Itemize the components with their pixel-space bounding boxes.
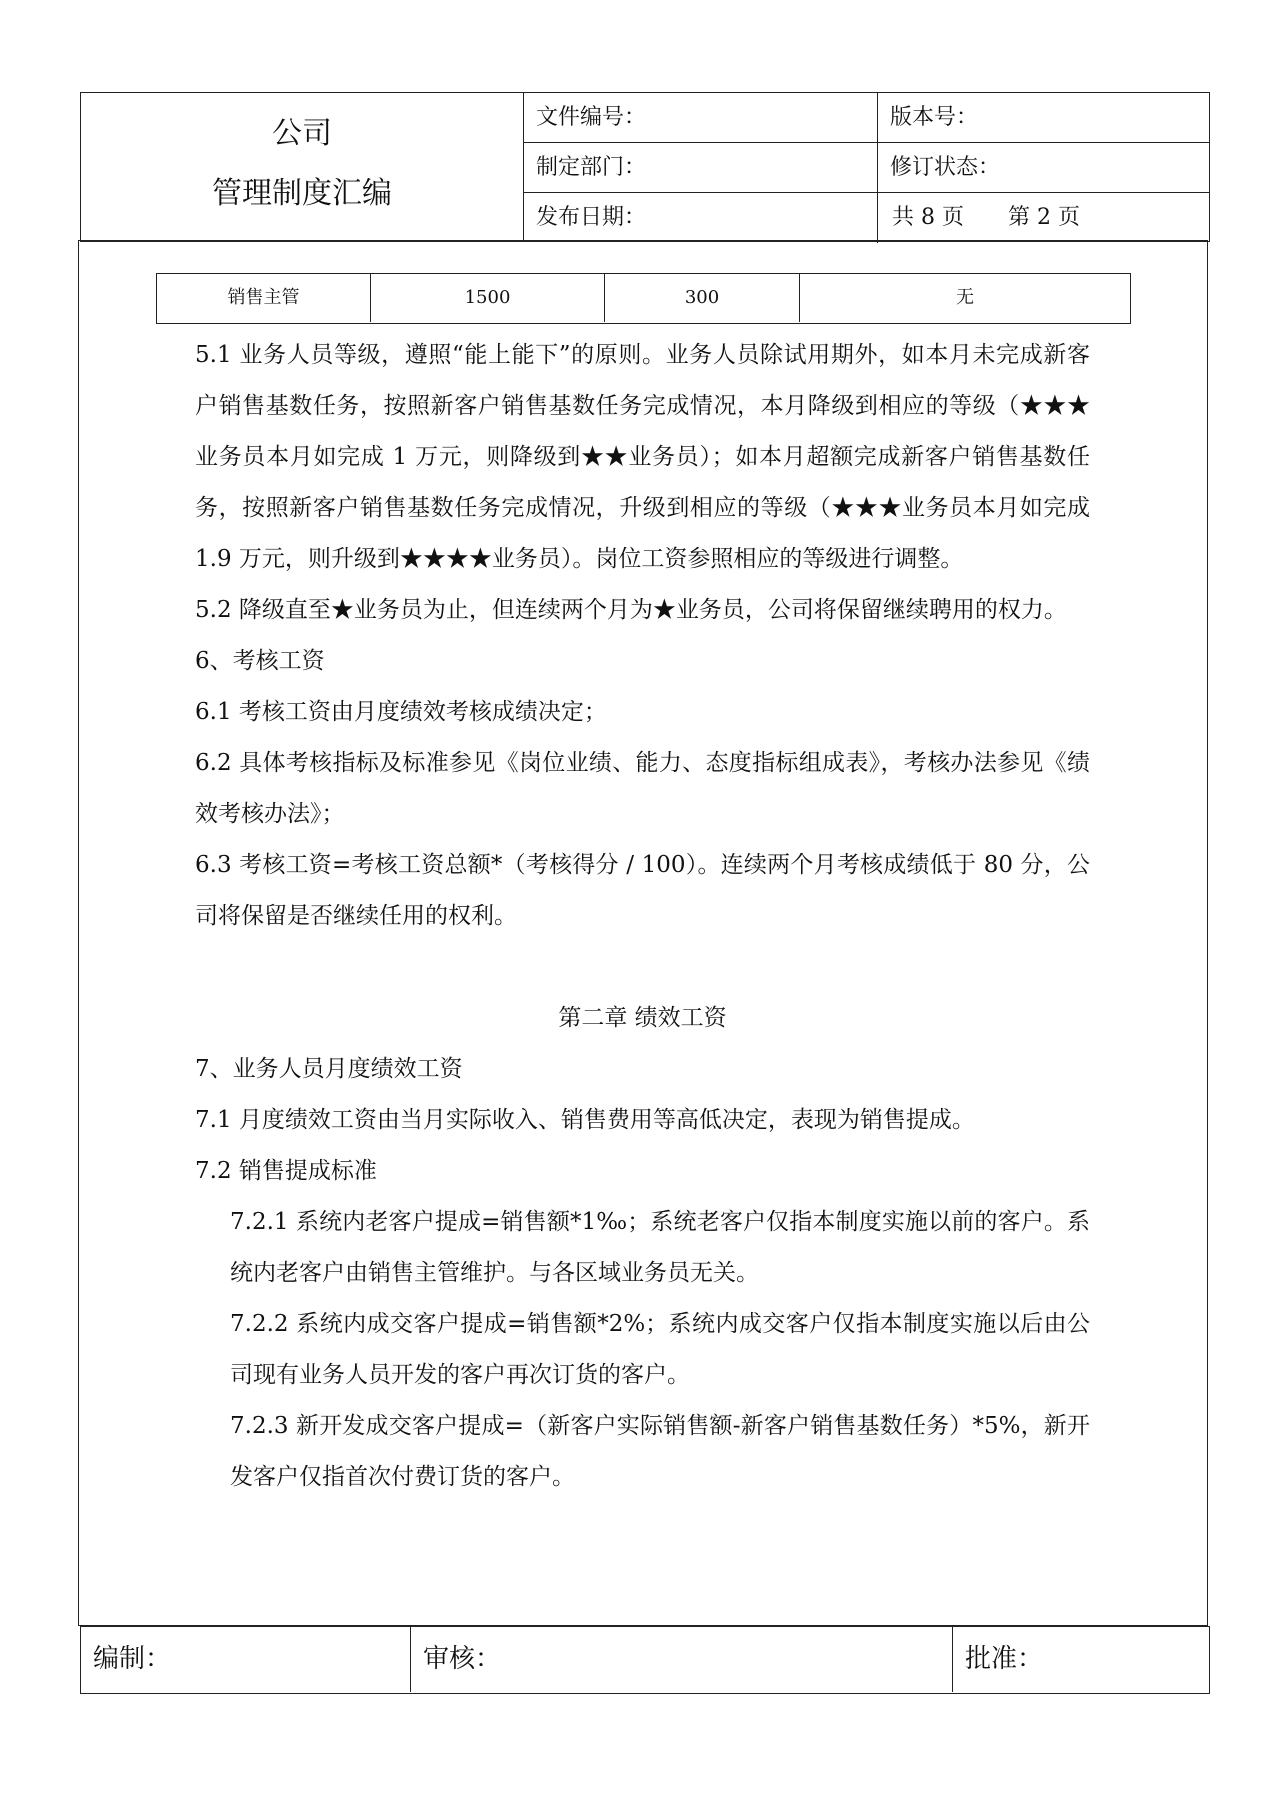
reviewer-label: 审核： — [411, 1627, 953, 1692]
meta-row — [524, 193, 1209, 243]
editor-label: 编制： — [81, 1627, 411, 1692]
document-meta-grid — [524, 93, 1209, 241]
meta-row — [524, 143, 1209, 193]
document-title: 管理制度汇编 — [212, 176, 392, 211]
page-current: 第 2 页 — [1008, 205, 1080, 230]
allowance-cell: 300 — [605, 274, 800, 322]
paragraph-7-1: 7.1 月度绩效工资由当月实际收入、销售费用等高低决定，表现为销售提成。 — [195, 1107, 975, 1133]
paragraph-7-2-2: 7.2.2 系统内成交客户提成=销售额*2%；系统内成交客户仅指本制度实施以后由公司现有业务人员开发的客户再次订货的客户。 — [230, 1311, 1090, 1388]
paragraph-7-2: 7.2 销售提成标准 — [195, 1158, 377, 1184]
department-label: 制定部门： — [524, 143, 878, 193]
position-cell: 销售主管 — [157, 274, 371, 322]
body-text — [195, 330, 1090, 1503]
version-label: 版本号： — [890, 105, 979, 130]
page-total: 共 8 页 — [892, 205, 964, 230]
page-info — [878, 193, 1209, 243]
company-name: 公司 — [272, 116, 332, 151]
paragraph-7-2-3: 7.2.3 新开发成交客户提成=（新客户实际销售额-新客户销售基数任务）*5%，新开发客户仅指首次付费订货的客户。 — [230, 1413, 1090, 1490]
base-salary-cell: 1500 — [371, 274, 605, 322]
publish-date-label: 发布日期： — [524, 193, 878, 243]
paragraph-5-1: 5.1 业务人员等级，遵照“能上能下”的原则。业务人员除试用期外，如本月未完成新客户销售基数任务，按照新客户销售基数任务完成情况，本月降级到相应的等级（★★★业务员本月如完成 1 万元，则降级到★★业务员）；如本月超额完成新客户销售基数任务，按照新客户销售基数任务完成情况，升级到相应的等级（★★★业务员本月如完成 1.9 万元，则升级到★★★★业务员）。岗位工资参照相应的等级进行调整。 — [195, 342, 1090, 572]
section-heading-6: 6、考核工资 — [195, 648, 325, 674]
approver-label: 批准： — [965, 1644, 1044, 1674]
salary-table-row — [156, 273, 1131, 324]
paragraph-6-3: 6.3 考核工资=考核工资总额*（考核得分 / 100）。连续两个月考核成绩低于 80 分，公司将保留是否继续任用的权利。 — [195, 852, 1090, 929]
chapter-heading: 第二章 绩效工资 — [558, 1005, 727, 1031]
company-block — [81, 93, 524, 241]
revision-label: 修订状态： — [890, 155, 1001, 180]
meta-row — [524, 93, 1209, 143]
document-header — [80, 92, 1210, 242]
paragraph-7-2-1: 7.2.1 系统内老客户提成=销售额*1‰；系统老客户仅指本制度实施以前的客户。系统内老客户由销售主管维护。与各区域业务员无关。 — [230, 1209, 1090, 1286]
paragraph-6-2: 6.2 具体考核指标及标准参见《岗位业绩、能力、态度指标组成表》，考核办法参见《绩效考核办法》； — [195, 750, 1090, 827]
paragraph-5-2: 5.2 降级直至★业务员为止，但连续两个月为★业务员，公司将保留继续聘用的权力。 — [195, 597, 1067, 623]
note-cell: 无 — [956, 287, 974, 308]
file-number-label: 文件编号： — [524, 93, 878, 143]
signature-footer — [80, 1626, 1210, 1694]
section-heading-7: 7、业务人员月度绩效工资 — [195, 1056, 463, 1082]
paragraph-6-1: 6.1 考核工资由月度绩效考核成绩决定； — [195, 699, 607, 725]
